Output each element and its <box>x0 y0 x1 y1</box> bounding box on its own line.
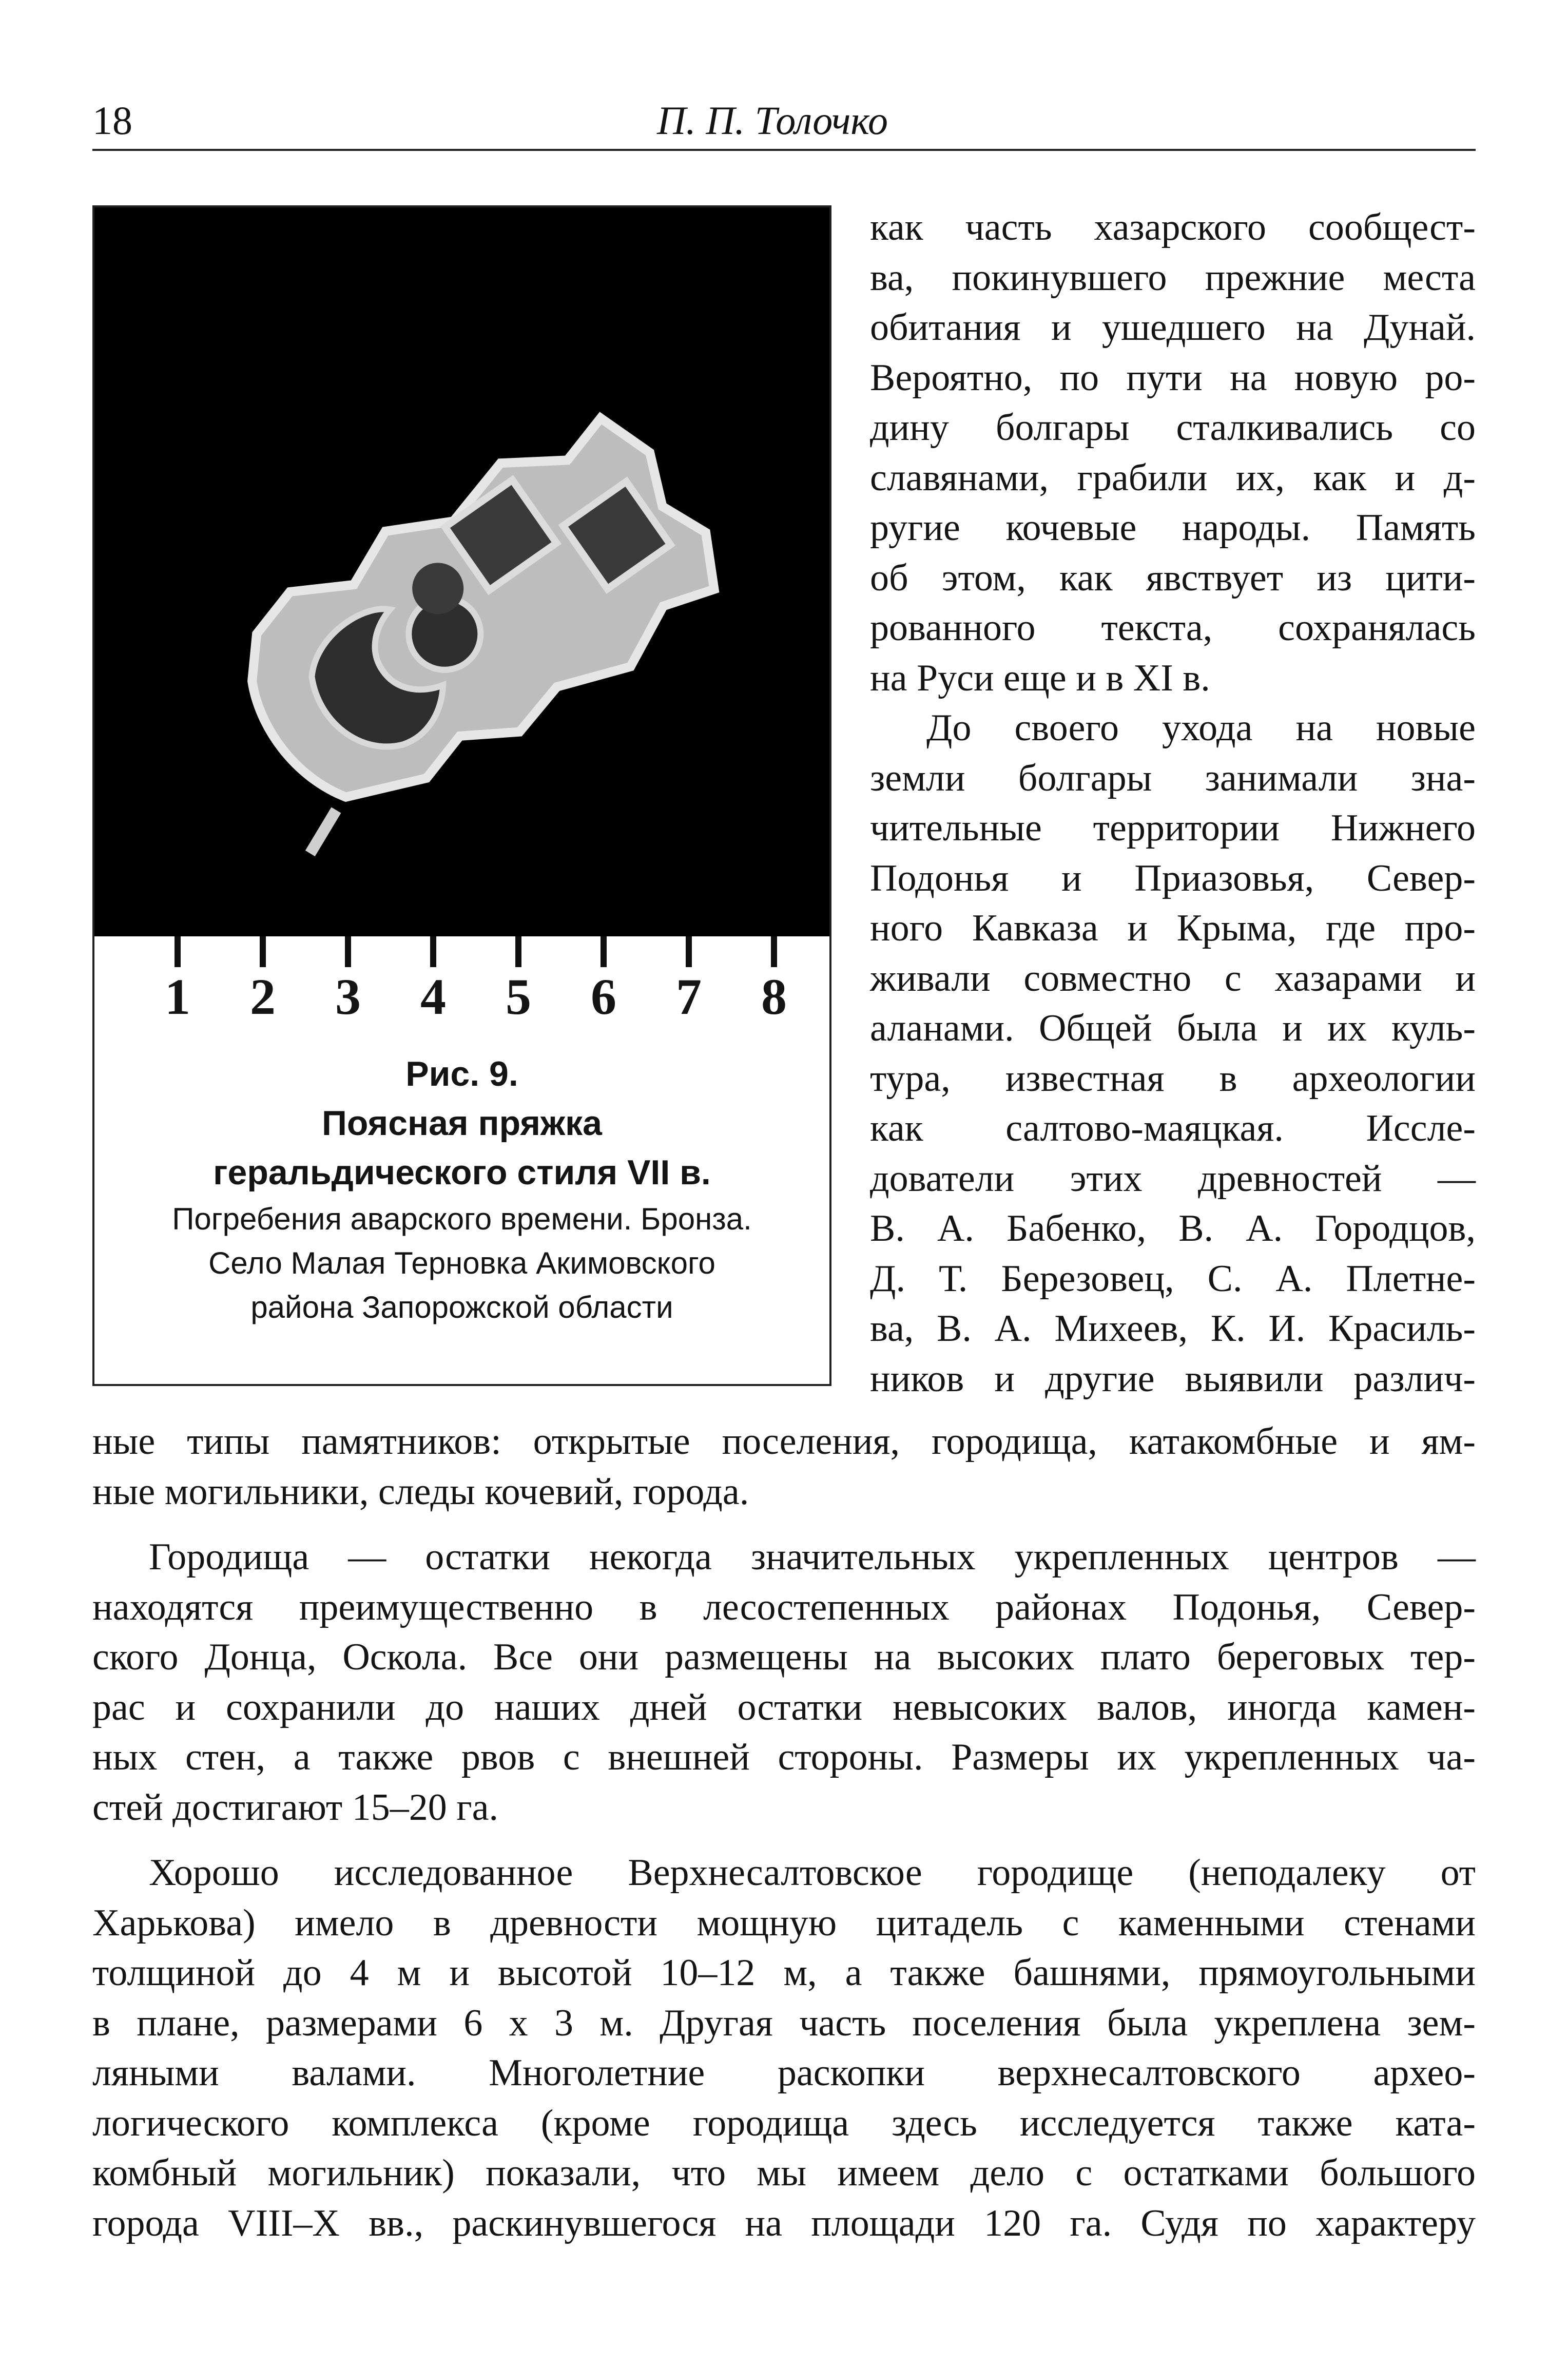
text-line: тура, известная в археологии <box>870 1057 1476 1100</box>
text-line: в плане, размерами 6 х 3 м. Другая часть поселения была укреплена зем- <box>92 2002 1476 2044</box>
text-line: ва, В. А. Михеев, К. И. Красиль- <box>870 1308 1476 1350</box>
text-line: земли болгары занимали зна- <box>870 757 1476 799</box>
measurement-scale <box>94 936 829 1024</box>
text-line: ского Донца, Оскола. Все они размещены на высоких плато береговых тер- <box>92 1636 1476 1678</box>
text-line: В. А. Бабенко, В. А. Городцов, <box>870 1207 1476 1249</box>
text-line: аланами. Общей была и их куль- <box>870 1007 1476 1049</box>
text-line: Вероятно, по пути на новую ро- <box>870 356 1476 399</box>
caption-title: геральдического стиля VII в. <box>213 1153 711 1192</box>
caption-description: Село Малая Терновка Акимовского <box>208 1246 715 1280</box>
text-line: ругие кочевые народы. Память <box>870 507 1476 549</box>
text-line: ных стен, а также рвов с внешней стороны. Размеры их укрепленных ча- <box>92 1736 1476 1778</box>
scale-tick <box>515 936 521 967</box>
scale-tick <box>175 936 181 967</box>
text-line: славянами, грабили их, как и д- <box>870 456 1476 499</box>
running-head: П. П. Толочко <box>657 98 888 143</box>
text-line: живали совместно с хазарами и <box>870 957 1476 999</box>
figure-caption <box>94 1049 829 1330</box>
text-line: города VIII–X вв., раскинувшегося на площади 120 га. Судя по характеру <box>92 2202 1476 2244</box>
text-line: рас и сохранили до наших дней остатки невысоких валов, иногда камен- <box>92 1686 1476 1728</box>
scale-tick <box>601 936 607 967</box>
scale-number: 5 <box>506 968 531 1025</box>
scale-number: 4 <box>420 968 446 1025</box>
text-line: ляными валами. Многолетние раскопки верхнесалтовского архео- <box>92 2052 1476 2094</box>
text-line: об этом, как явствует из цити- <box>870 556 1476 599</box>
caption-description: района Запорожской области <box>250 1290 673 1324</box>
scale-number: 8 <box>761 968 787 1025</box>
text-line: комбный могильник) показали, что мы имеем дело с остатками большого <box>92 2152 1476 2194</box>
caption-title: Поясная пряжка <box>322 1104 602 1143</box>
scale-number: 2 <box>250 968 276 1025</box>
scale-number: 3 <box>335 968 361 1025</box>
scale-number: 7 <box>676 968 702 1025</box>
caption-description: Погребения аварского времени. Бронза. <box>172 1202 752 1236</box>
figure-9 <box>92 205 831 1386</box>
scale-tick <box>260 936 266 967</box>
text-line: Д. Т. Березовец, С. А. Плетне- <box>870 1257 1476 1300</box>
text-line: находятся преимущественно в лесостепенных районах Подонья, Север- <box>92 1586 1476 1628</box>
text-line: Подонья и Приазовья, Север- <box>870 857 1476 899</box>
text-line: как салтово-маяцкая. Иссле- <box>870 1107 1476 1149</box>
text-line: дователи этих древностей — <box>870 1157 1476 1200</box>
full-width-text <box>92 1417 1476 2248</box>
text-line: обитания и ушедшего на Дунай. <box>870 306 1476 349</box>
text-line: ные могильники, следы кочевий, города. <box>92 1470 749 1513</box>
scale-tick <box>686 936 692 967</box>
text-line: рованного текста, сохранялась <box>870 607 1476 649</box>
text-line: ников и другие выявили различ- <box>870 1357 1476 1400</box>
text-line: стей достигают 15–20 га. <box>92 1786 498 1829</box>
caption-label: Рис. 9. <box>405 1054 518 1093</box>
text-line: как часть хазарского сообщест- <box>870 206 1476 248</box>
side-text-column <box>870 203 1476 1404</box>
text-line: ного Кавказа и Крыма, где про- <box>870 907 1476 949</box>
text-line: Харькова) имело в древности мощную цитадель с каменными стенами <box>92 1901 1476 1944</box>
page-header <box>92 87 1476 151</box>
scale-number: 6 <box>591 968 616 1025</box>
scale-tick <box>430 936 436 967</box>
text-line: логического комплекса (кроме городища здесь исследуется также ката- <box>92 2102 1476 2144</box>
text-line: Городища — остатки некогда значительных укрепленных центров — <box>149 1536 1476 1578</box>
text-line: ные типы памятников: открытые поселения, городища, катакомбные и ям- <box>92 1420 1476 1463</box>
text-line: толщиной до 4 м и высотой 10–12 м, а также башнями, прямоугольными <box>92 1952 1476 1994</box>
buckle-image <box>94 207 829 936</box>
scale-tick <box>345 936 351 967</box>
text-line: Хорошо исследованное Верхнесалтовское городище (неподалеку от <box>149 1852 1476 1894</box>
scale-tick <box>771 936 777 967</box>
buckle-photo <box>94 207 829 936</box>
text-line: чительные территории Нижнего <box>870 807 1476 849</box>
text-line: на Руси еще и в XI в. <box>870 657 1210 699</box>
page-number: 18 <box>92 98 132 143</box>
scale-number: 1 <box>165 968 190 1025</box>
text-line: ва, покинувшего прежние места <box>870 256 1476 299</box>
text-line: До своего ухода на новые <box>926 707 1476 749</box>
text-line: дину болгары сталкивались со <box>870 407 1476 449</box>
